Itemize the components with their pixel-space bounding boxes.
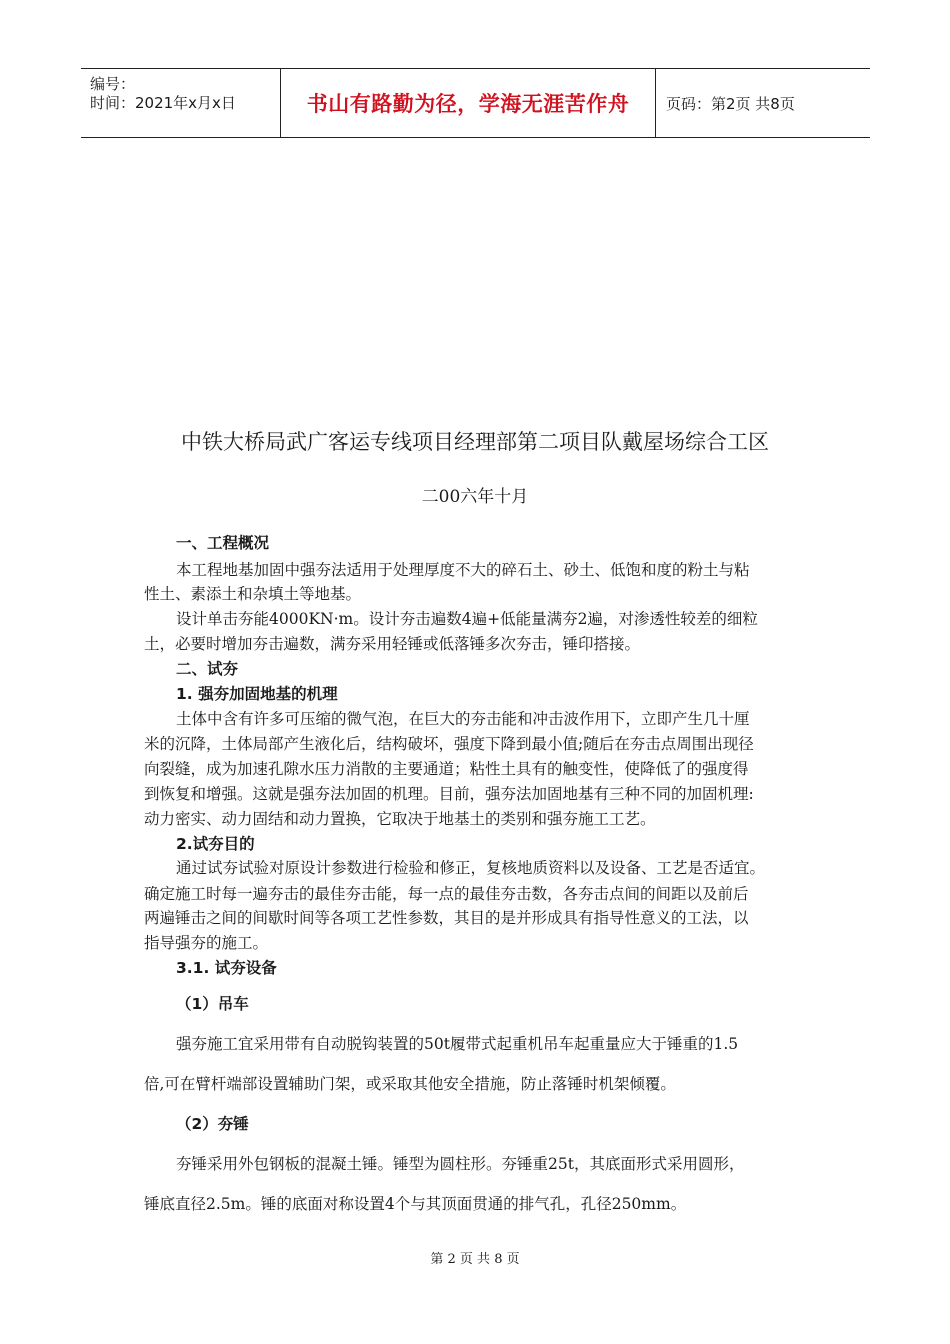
header-page-cell [656,69,870,137]
body-line: 锤底直径2.5m。锤的底面对称设置4个与其顶面贯通的排气孔，孔径250mm。 [144,1195,687,1213]
motto-text: 书山有路勤为径，学海无涯苦作舟 [306,92,630,116]
header-motto-cell [281,69,656,137]
body-line: 到恢复和增强。这就是强夯法加固的机理。目前，强夯法加固地基有三种不同的加固机理: [144,785,754,803]
body-line: 性土、素添土和杂填土等地基。 [144,585,362,603]
subsection-heading: 3.1. 试夯设备 [176,959,277,977]
date-line: 二00六年十月 [421,487,529,507]
body-line: 指导强夯的施工。 [144,934,269,952]
body-line: 设计单击夯能4000KN·m。设计夯击遍数4遍+低能量满夯2遍，对渗透性较差的细粒 [176,610,758,628]
organization-title: 中铁大桥局武广客运专线项目经理部第二项目队戴屋场综合工区 [181,430,769,454]
body-line: 通过试夯试验对原设计参数进行检验和修正，复核地质资料以及设备、工艺是否适宜。 [176,859,766,877]
body-line: 米的沉降，土体局部产生液化后，结构破坏，强度下降到最小值;随后在夯击点周围出现径 [144,735,754,753]
body-line: 倍,可在臂杆端部设置辅助门架，或采取其他安全措施，防止落锤时机架倾覆。 [144,1075,676,1093]
header-table [81,68,870,138]
body-line: 土，必要时增加夯击遍数，满夯采用轻锤或低落锤多次夯击，锤印搭接。 [144,635,641,653]
body-line: 夯锤采用外包钢板的混凝土锤。锤型为圆柱形。夯锤重25t，其底面形式采用圆形， [176,1155,745,1173]
section-heading: 二、试夯 [176,660,239,678]
time-label: 时间：2021年x月x日 [90,94,236,112]
header-meta-cell [81,69,281,137]
body-line: 土体中含有许多可压缩的微气泡，在巨大的夯击能和冲击波作用下，立即产生几十厘 [176,710,750,728]
item-heading: （1）吊车 [176,995,249,1013]
subsection-heading: 2.试夯目的 [176,835,255,853]
subsection-heading: 1. 强夯加固地基的机理 [176,685,338,703]
body-line: 向裂缝，成为加速孔隙水压力消散的主要通道；粘性土具有的触变性，使降低了的强度得 [144,760,749,778]
number-label: 编号： [90,75,136,93]
body-line: 强夯施工宜采用带有自动脱钩装置的50t履带式起重机吊车起重量应大于锤重的1.5 [176,1035,739,1053]
body-line: 确定施工时每一遍夯击的最佳夯击能，每一点的最佳夯击数，各夯击点间的间距以及前后 [144,885,749,903]
body-line: 两遍锤击之间的间歇时间等各项工艺性参数，其目的是并形成具有指导性意义的工法，以 [144,909,749,927]
item-heading: （2）夯锤 [176,1115,249,1133]
body-line: 动力密实、动力固结和动力置换，它取决于地基土的类别和强夯施工工艺。 [144,810,656,828]
section-heading: 一、工程概况 [176,534,270,552]
page-footer: 第 2 页 共 8 页 [430,1252,520,1267]
body-line: 本工程地基加固中强夯法适用于处理厚度不大的碎石土、砂土、低饱和度的粉土与粘 [176,561,750,579]
page-info: 页码：第2页 共8页 [666,94,795,113]
